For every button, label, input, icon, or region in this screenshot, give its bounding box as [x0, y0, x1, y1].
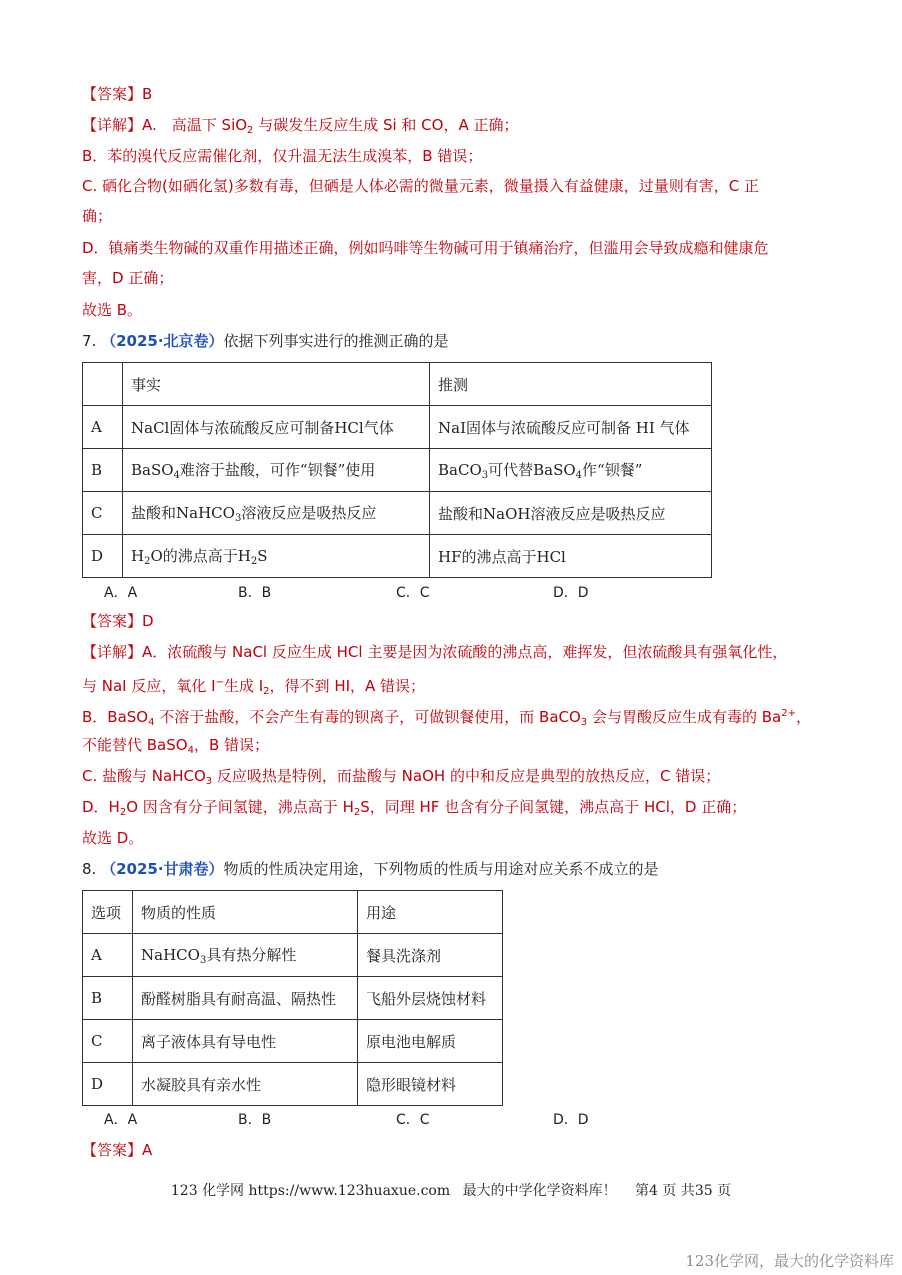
- use-cell: 原电池电解质: [358, 1020, 503, 1063]
- q6-answer: 【答案】B: [82, 85, 153, 103]
- option-d: D．D: [553, 585, 589, 601]
- row-label: C: [83, 492, 123, 535]
- option-c: C．C: [396, 1112, 430, 1128]
- q6-detail-d: D．镇痛类生物碱的双重作用描述正确，例如吗啡等生物碱可用于镇痛治疗，但滥用会导致成瘾和健康危: [82, 239, 769, 257]
- q7-detail-a-cont: 与 NaI 反应，氧化 I−生成 $I_2$，得不到 HI，A 错误；: [82, 677, 426, 697]
- table-header-property: 物质的性质: [133, 891, 358, 934]
- table-header-guess: 推测: [430, 363, 712, 406]
- q8-table: [82, 890, 503, 1106]
- q6-detail-c-cont: 确；: [82, 207, 113, 225]
- q8-stem: 8. （2025·甘肃卷）物质的性质决定用途，下列物质的性质与用途对应关系不成立的是: [82, 860, 659, 878]
- q7-detail-d: D．$H_2O$ 因含有分子间氢键，沸点高于 $H_2S$，同理 HF 也含有分子间氢键，沸点高于 HCl，D 正确；: [82, 798, 747, 818]
- property-cell: 水凝胶具有亲水性: [133, 1063, 358, 1106]
- row-label: D: [83, 1063, 133, 1106]
- q6-conclusion: 故选 B。: [82, 301, 143, 319]
- option-b: B．B: [238, 585, 272, 601]
- option-d: D．D: [553, 1112, 589, 1128]
- fact-cell: NaCl固体与浓硫酸反应可制备HCl气体: [123, 406, 430, 449]
- footer-site: 123 化学网: [170, 1183, 245, 1199]
- footer-url[interactable]: https://www.123huaxue.com: [248, 1183, 451, 1199]
- table-header-row: [83, 891, 503, 934]
- table-row: [83, 406, 712, 449]
- table-cell: [83, 363, 123, 406]
- footer-slogan: 最大的中学化学资料库！: [462, 1183, 617, 1199]
- option-a: A．A: [104, 1112, 138, 1128]
- row-label: D: [83, 535, 123, 578]
- q8-options: [104, 1109, 624, 1129]
- q7-table: [82, 362, 712, 578]
- q7-detail-c: C. 盐酸与 NaHCO$_3$ 反应吸热是特例，而盐酸与 NaOH 的中和反应是典型的放热反应，C 错误；: [82, 767, 721, 787]
- fact-cell: BaSO$_4$难溶于盐酸，可作“钡餐”使用: [123, 449, 430, 492]
- fact-cell: 盐酸和NaHCO$_3$溶液反应是吸热反应: [123, 492, 430, 535]
- table-row: [83, 1063, 503, 1106]
- option-a: A．A: [104, 585, 138, 601]
- row-label: C: [83, 1020, 133, 1063]
- table-row: [83, 492, 712, 535]
- fact-cell: $H_2O$的沸点高于$H_2S$: [123, 535, 430, 578]
- use-cell: 隐形眼镜材料: [358, 1063, 503, 1106]
- q7-stem: 7. （2025·北京卷）依据下列事实进行的推测正确的是: [82, 332, 449, 350]
- q6-detail-d-cont: 害，D 正确；: [82, 269, 174, 287]
- table-row: [83, 977, 503, 1020]
- row-label: A: [83, 406, 123, 449]
- property-cell: 离子液体具有导电性: [133, 1020, 358, 1063]
- q6-detail-b: B．苯的溴代反应需催化剂，仅升温无法生成溴苯，B 错误；: [82, 147, 483, 165]
- q7-detail-b-cont: 不能替代 BaSO$_4$，B 错误；: [82, 736, 270, 756]
- footer-page-number: 第4 页 共35 页: [635, 1183, 732, 1199]
- table-header-row: [83, 363, 712, 406]
- q7-conclusion: 故选 D。: [82, 829, 144, 847]
- table-header-option: 选项: [83, 891, 133, 934]
- guess-cell: HF的沸点高于HCl: [430, 535, 712, 578]
- option-b: B．B: [238, 1112, 272, 1128]
- row-label: B: [83, 449, 123, 492]
- option-c: C．C: [396, 585, 430, 601]
- table-row: [83, 1020, 503, 1063]
- q8-answer: 【答案】A: [82, 1141, 153, 1159]
- table-row: [83, 535, 712, 578]
- q6-detail-a: 【详解】A. 高温下 SiO$_2$ 与碳发生反应生成 Si 和 CO，A 正确；: [82, 116, 519, 136]
- guess-cell: NaI固体与浓硫酸反应可制备 HI 气体: [430, 406, 712, 449]
- table-row: [83, 934, 503, 977]
- watermark: 123化学网，最大的化学资料库: [685, 1252, 894, 1270]
- guess-cell: 盐酸和NaOH溶液反应是吸热反应: [430, 492, 712, 535]
- page-footer: [0, 1180, 902, 1200]
- q7-answer: 【答案】D: [82, 612, 154, 630]
- property-cell: 酚醛树脂具有耐高温、隔热性: [133, 977, 358, 1020]
- table-header-use: 用途: [358, 891, 503, 934]
- q7-options: [104, 582, 624, 602]
- use-cell: 餐具洗涤剂: [358, 934, 503, 977]
- q7-detail-a: 【详解】A．浓硫酸与 NaCl 反应生成 HCl 主要是因为浓硫酸的沸点高，难挥发，但浓硫酸具有强氧化性，: [82, 643, 788, 661]
- table-row: [83, 449, 712, 492]
- guess-cell: BaCO$_3$可代替BaSO$_4$作“钡餐”: [430, 449, 712, 492]
- row-label: A: [83, 934, 133, 977]
- q7-detail-b: B．BaSO$_4$ 不溶于盐酸，不会产生有毒的钡离子，可做钡餐使用，而 BaCO$_3$ 会与胃酸反应生成有毒的 $Ba^{2+}$，: [82, 708, 811, 728]
- property-cell: NaHCO$_3$具有热分解性: [133, 934, 358, 977]
- use-cell: 飞船外层烧蚀材料: [358, 977, 503, 1020]
- table-header-fact: 事实: [123, 363, 430, 406]
- row-label: B: [83, 977, 133, 1020]
- q6-detail-c: C. 硒化合物(如硒化氢)多数有毒，但硒是人体必需的微量元素，微量摄入有益健康，过量则有害，C 正: [82, 177, 759, 195]
